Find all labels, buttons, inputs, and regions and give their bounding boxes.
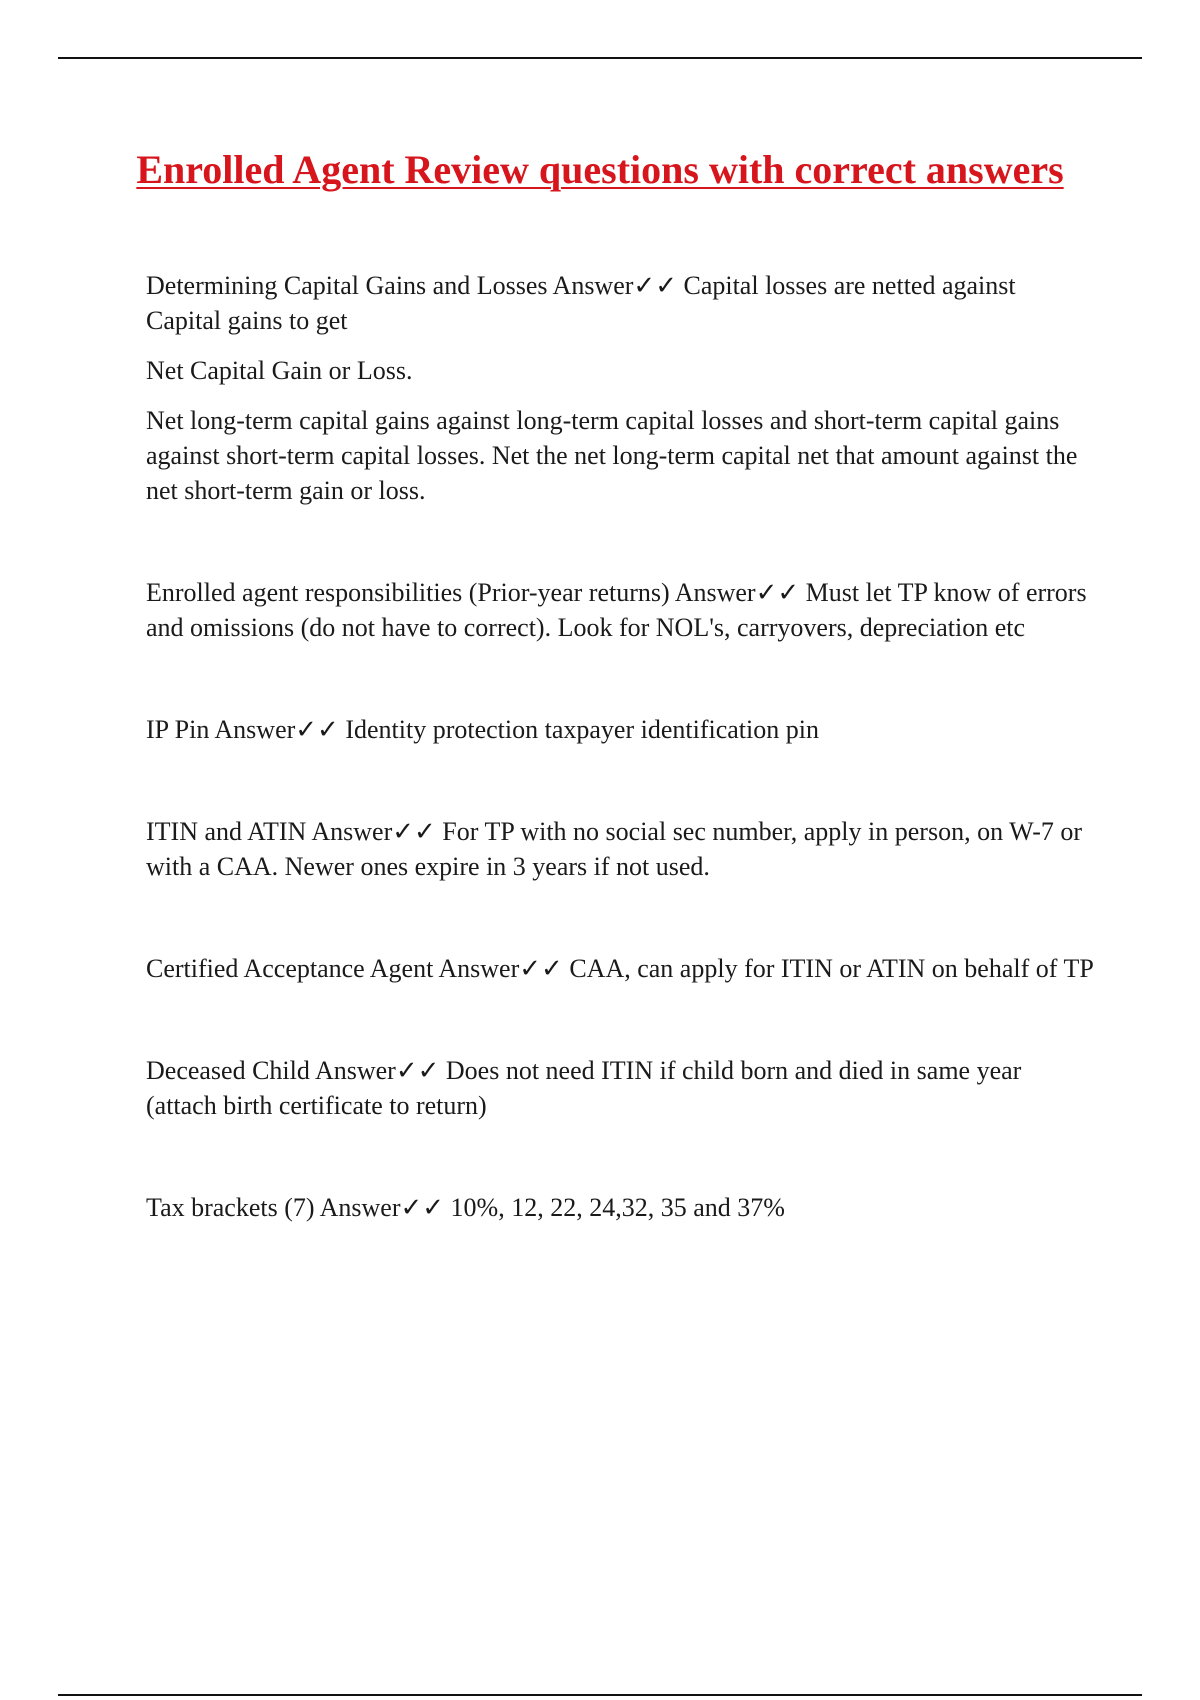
paragraph-deceased-child: Deceased Child Answer✓✓ Does not need ITIN if child born and died in same year (attach birth certificate to return): [146, 1056, 1022, 1120]
paragraph-netting-rules: Net long-term capital gains against long-term capital losses and short-term capital gains against short-term capital losses. Net the net long-term capital net that amount against the net short-term gain or loss.: [146, 406, 1078, 505]
document-title: Enrolled Agent Review questions with correct answers: [136, 147, 1064, 192]
paragraph-caa: Certified Acceptance Agent Answer✓✓ CAA, can apply for ITIN or ATIN on behalf of TP: [146, 954, 1094, 983]
paragraph-tax-brackets: Tax brackets (7) Answer✓✓ 10%, 12, 22, 24,32, 35 and 37%: [146, 1193, 785, 1222]
paragraph-capital-gains: Determining Capital Gains and Losses Answer✓✓ Capital losses are netted against Capital gains to get: [146, 271, 1016, 335]
document-body: [146, 268, 1096, 1225]
bottom-rule: [58, 1694, 1142, 1696]
paragraph-itin-atin: ITIN and ATIN Answer✓✓ For TP with no social sec number, apply in person, on W-7 or with a CAA. Newer ones expire in 3 years if not used.: [146, 817, 1083, 881]
top-rule: [58, 57, 1142, 59]
paragraph-ea-responsibilities: Enrolled agent responsibilities (Prior-year returns) Answer✓✓ Must let TP know of errors and omissions (do not have to correct). Look for NOL's, carryovers, depreciation etc: [146, 578, 1087, 642]
paragraph-net-capital-gain: Net Capital Gain or Loss.: [146, 356, 413, 385]
paragraph-ip-pin: IP Pin Answer✓✓ Identity protection taxpayer identification pin: [146, 715, 819, 744]
